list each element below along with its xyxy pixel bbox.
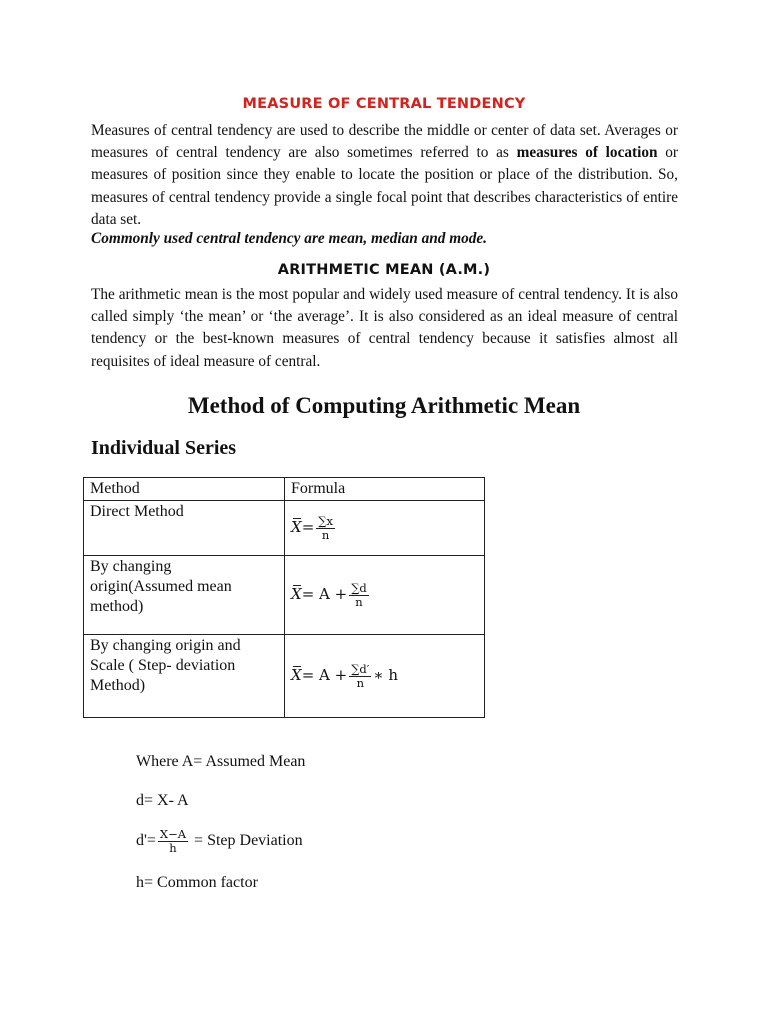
- x-bar-symbol: X: [291, 518, 302, 536]
- paragraph-intro-part1: Measures of central tendency are used to describe the middle or center of data set. Averages or measures of central tendency are also sometimes referred to as: [91, 122, 678, 162]
- heading-measure-of-central-tendency: MEASURE OF CENTRAL TENDENCY: [242, 96, 526, 112]
- note-deviation: d= X- A: [136, 792, 189, 809]
- table-cell-method: By changing origin(Assumed mean method): [84, 556, 285, 635]
- paragraph-common-tendencies: Commonly used central tendency are mean, median and mode.: [91, 230, 488, 247]
- table-cell-method: Direct Method: [84, 501, 285, 556]
- fraction-denominator: n: [356, 675, 364, 690]
- formula-fraction: [316, 515, 335, 542]
- x-bar-symbol: X: [291, 585, 302, 603]
- formula-eq: =: [301, 518, 315, 536]
- fraction-numerator: X−A: [159, 827, 187, 841]
- table-row: [84, 501, 485, 556]
- table-header-row: [84, 478, 485, 501]
- formula-fraction: [349, 582, 369, 609]
- section-title: Method of Computing Arithmetic Mean: [187, 393, 581, 418]
- table-header-formula: Formula: [285, 478, 485, 501]
- formula-fraction: [349, 663, 371, 690]
- formula-direct: [291, 513, 337, 542]
- formula-table: [83, 477, 485, 718]
- formula-tail: ∗ h: [373, 666, 399, 684]
- note-step-fraction: [158, 828, 188, 855]
- heading-arithmetic-mean: ARITHMETIC MEAN (A.M.): [277, 262, 491, 278]
- fraction-numerator: ∑x: [318, 513, 333, 528]
- table-row: [84, 635, 485, 718]
- table-cell-method: By changing origin and Scale ( Step- deviation Method): [84, 635, 285, 718]
- table-header-method: Method: [84, 478, 285, 501]
- paragraph-arithmetic-mean: The arithmetic mean is the most popular and widely used measure of central tendency. It is also called simply ‘the mean’ or ‘the average’. It is also considered as an ideal measure of central tendency or the best-known measures of central tendency because it satisfies almost all requisites of ideal measure of central.: [91, 286, 678, 370]
- paragraph-intro-part2: or measures of position since they enable to locate the position or place of the distribution. So, measures of central tendency provide a single focal point that describes characteristics of entire data set.: [91, 144, 678, 228]
- note-assumed-mean: Where A= Assumed Mean: [136, 753, 306, 770]
- table-cell-formula: [285, 635, 485, 718]
- table-cell-formula: [285, 501, 485, 556]
- formula-assumed-mean: [291, 580, 371, 609]
- note-step-rhs: = Step Deviation: [194, 832, 303, 850]
- fraction-denominator: h: [169, 841, 177, 855]
- fraction-numerator: ∑d: [351, 580, 367, 595]
- paragraph-intro-bold: measures of location: [516, 144, 658, 162]
- table-cell-formula: [285, 556, 485, 635]
- paragraph-intro: [91, 120, 678, 231]
- formula-step-deviation: [291, 661, 399, 690]
- table-row: [84, 556, 485, 635]
- note-step-lhs: d'=: [136, 832, 156, 850]
- section-subtitle: Individual Series: [91, 437, 237, 459]
- formula-eq: = A +: [301, 585, 348, 603]
- note-step-deviation: [136, 828, 303, 855]
- fraction-denominator: n: [321, 527, 330, 542]
- fraction-numerator: ∑d′: [351, 661, 370, 676]
- fraction-denominator: n: [355, 594, 363, 609]
- formula-eq: = A +: [301, 666, 348, 684]
- note-common-factor: h= Common factor: [136, 874, 258, 891]
- x-bar-symbol: X: [291, 666, 302, 684]
